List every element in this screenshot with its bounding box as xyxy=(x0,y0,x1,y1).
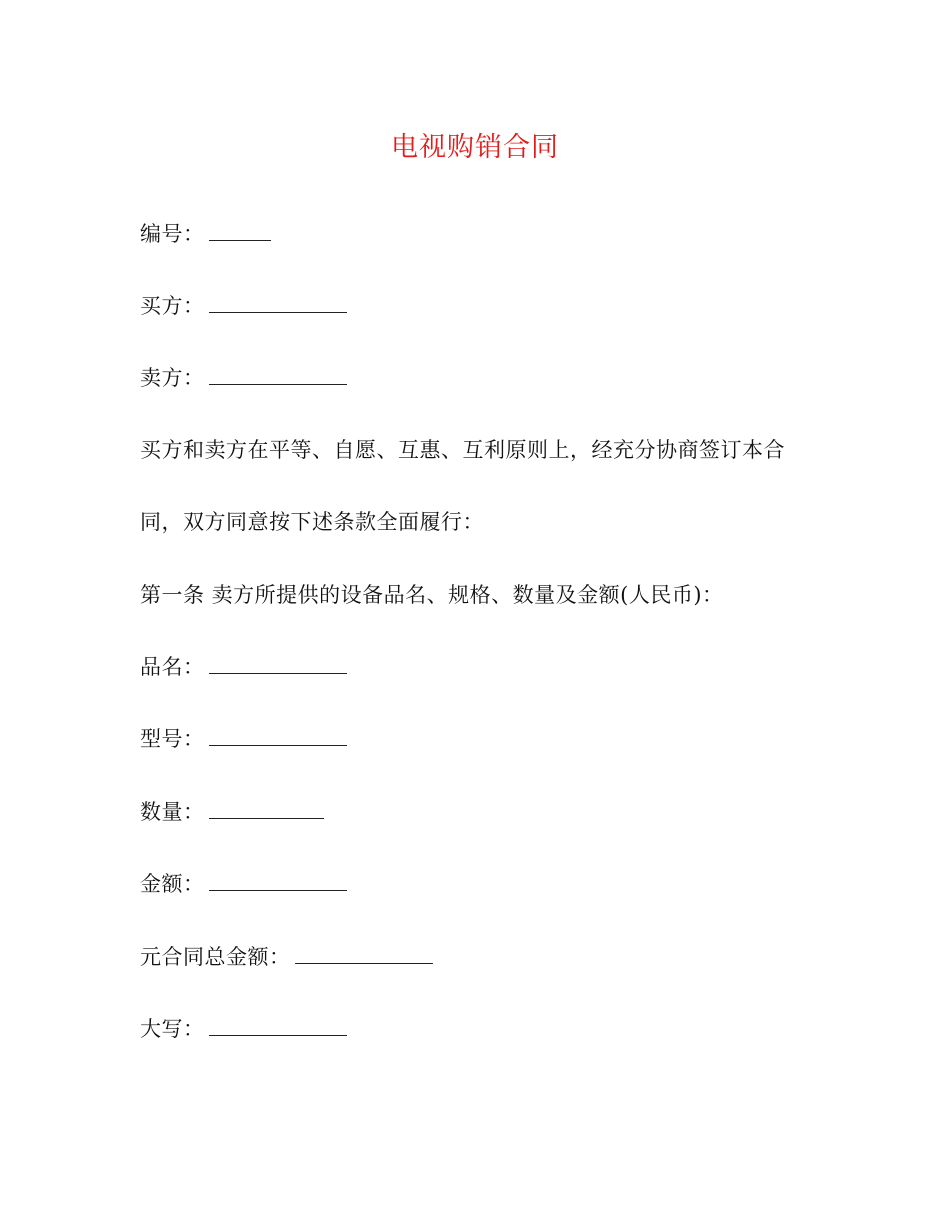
product-name-field xyxy=(140,652,347,682)
model-blank[interactable] xyxy=(209,725,347,746)
seller-field xyxy=(140,363,347,393)
capital-amount-label: 大写： xyxy=(140,1017,205,1041)
capital-amount-blank[interactable] xyxy=(209,1015,347,1036)
buyer-label: 买方： xyxy=(140,294,205,318)
quantity-field xyxy=(140,797,324,827)
amount-field xyxy=(140,869,347,899)
model-label: 型号： xyxy=(140,727,205,751)
total-amount-blank[interactable] xyxy=(295,943,433,964)
article-1-heading: 第一条 卖方所提供的设备品名、规格、数量及金额(人民币)： xyxy=(140,583,724,607)
buyer-blank[interactable] xyxy=(209,292,347,313)
quantity-blank[interactable] xyxy=(209,798,324,819)
amount-label: 金额： xyxy=(140,872,205,896)
quantity-label: 数量： xyxy=(140,800,205,824)
seller-blank[interactable] xyxy=(209,364,347,385)
document-title: 电视购销合同 xyxy=(391,132,559,163)
intro-line-2: 同，双方同意按下述条款全面履行： xyxy=(140,510,484,534)
capital-amount-field xyxy=(140,1014,347,1044)
total-amount-label: 元合同总金额： xyxy=(140,945,291,969)
contract-number-label: 编号： xyxy=(140,222,205,246)
model-field xyxy=(140,724,347,754)
total-amount-field xyxy=(140,942,433,972)
product-name-label: 品名： xyxy=(140,655,205,679)
buyer-field xyxy=(140,291,347,321)
product-name-blank[interactable] xyxy=(209,653,347,674)
amount-blank[interactable] xyxy=(209,870,347,891)
intro-line-1: 买方和卖方在平等、自愿、互惠、互利原则上，经充分协商签订本合 xyxy=(140,438,785,462)
seller-label: 卖方： xyxy=(140,366,205,390)
contract-number-blank[interactable] xyxy=(209,220,271,241)
contract-number-field xyxy=(140,219,271,249)
